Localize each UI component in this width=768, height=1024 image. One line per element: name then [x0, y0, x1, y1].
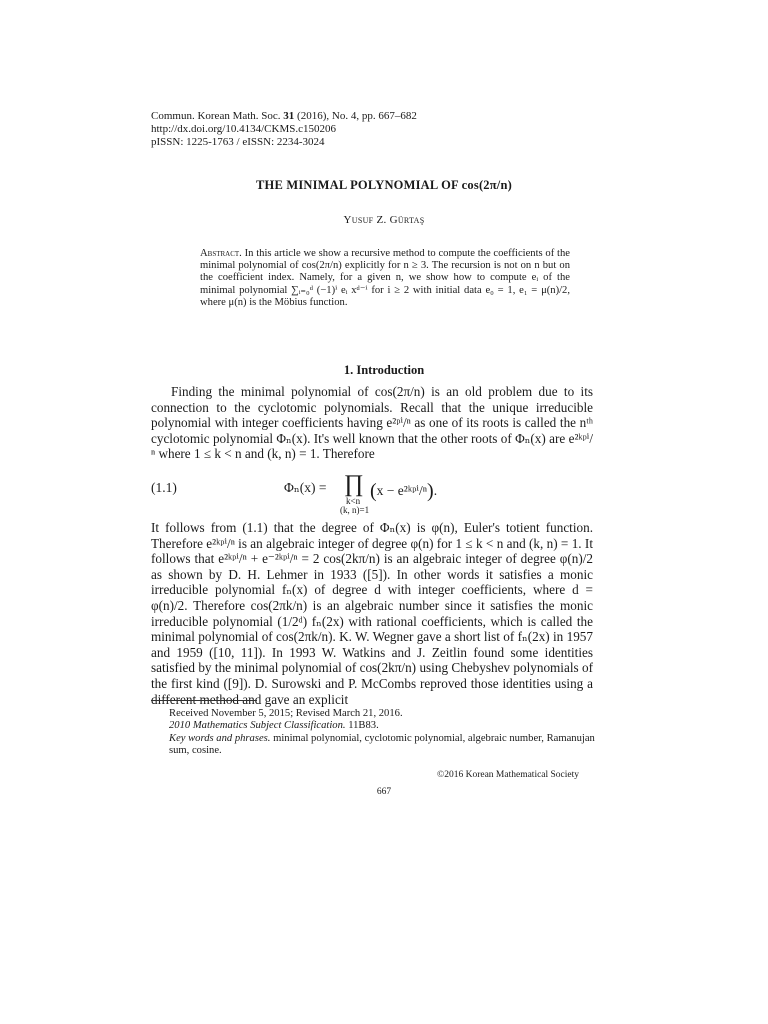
paper-title: THE MINIMAL POLYNOMIAL OF cos(2π/n) — [256, 178, 512, 192]
journal-volume: 31 — [283, 110, 295, 122]
author-name: Yusuf Z. Gürtaş — [343, 214, 425, 226]
equation-number: (1.1) — [151, 480, 177, 495]
product-index-2: (k, n)=1 — [340, 505, 370, 515]
abstract-label: Abstract. — [200, 248, 242, 259]
equation-rhs: (x − e²ᵏᵖⁱ/ⁿ). — [370, 480, 438, 502]
footnote-keywords — [151, 733, 601, 758]
abstract-text: In this article we show a recursive method to compute the coefficients of the minimal polynomial of cos(2π/n) explicitly for n ≥ 3. The recursion is not on n but on the coefficient index. Namely, for a given n, we show how to compute eᵢ of the minimal polynomial ∑ᵢ₌₀ᵈ (−1)ⁱ eᵢ xᵈ⁻ⁱ for i ≥ 2 with initial data e₀ = 1, e₁ = μ(n)/2, where μ(n) is the Möbius function. — [200, 248, 570, 308]
product-index-1: k<n — [346, 496, 361, 506]
equation-body — [284, 472, 584, 518]
copyright-notice: ©2016 Korean Mathematical Society — [437, 770, 580, 780]
issn-line: pISSN: 1225-1763 / eISSN: 2234-3024 — [151, 136, 325, 148]
journal-issue: (2016), No. 4, pp. 667–682 — [297, 110, 417, 122]
keywords-label: Key words and phrases. — [169, 732, 271, 744]
intro-paragraph-2: It follows from (1.1) that the degree of Φₙ(x) is φ(n), Euler's totient function. Therefore e²ᵏᵖⁱ/ⁿ is an algebraic integer of degree φ(n) for 1 ≤ k < n and (k, n) = 1. It follows that e²ᵏᵖⁱ/ⁿ + e⁻²ᵏᵖⁱ/ⁿ = 2 cos(2kπ/n) is an algebraic integer of degree φ(n)/2 as shown by D. H. Lehmer in 1933 ([5]). In other words it satisfies a monic irreducible polynomial fₙ(x) of degree d with integer coefficients, where d = φ(n)/2. Therefore cos(2πk/n) is an algebraic number since it satisfies the monic irreducible polynomial (1/2ᵈ) fₙ(2x) with rational coefficients, which is called the minimal polynomial of cos(2πk/n). K. W. Wegner gave a short list of fₙ(2x) in 1957 and 1959 ([10, 11]). In 1993 W. Watkins and J. Zeitlin found some identities satisfied by the minimal polynomial of cos(2kπ/n) using Chebyshev polynomials of the first kind ([9]). D. Surowski and P. McCombs reproved those identities using a different method and gave an explicit — [151, 520, 593, 707]
footnote-received: Received November 5, 2015; Revised March 21, 2016. — [169, 708, 403, 719]
footnote-rule — [151, 700, 257, 701]
msc-value: 11B83. — [348, 720, 379, 732]
citation-line — [151, 110, 417, 123]
journal-header — [151, 110, 417, 149]
equation-lhs: Φₙ(x) = — [284, 480, 327, 495]
equation-factor: x − e²ᵏᵖⁱ/ⁿ — [376, 483, 428, 498]
equation-1-1 — [151, 472, 593, 518]
keywords-value: minimal polynomial, cyclotomic polynomial, algebraic number, Ramanujan sum, cosine. — [169, 732, 595, 757]
section-heading: 1. Introduction — [343, 363, 425, 377]
msc-label: 2010 Mathematics Subject Classification. — [169, 720, 346, 732]
footnotes — [151, 708, 601, 758]
abstract — [200, 248, 570, 309]
intro-paragraph-1: Finding the minimal polynomial of cos(2π/n) is an old problem due to its connection to the cyclotomic polynomials. Recall that the unique irreducible polynomial with integer coefficients having e²ᵖⁱ/ⁿ as one of its roots is called the nᵗʰ cyclotomic polynomial Φₙ(x). It's well known that the other roots of Φₙ(x) are e²ᵏᵖⁱ/ⁿ where 1 ≤ k < n and (k, n) = 1. Therefore — [151, 384, 593, 462]
doi-link[interactable]: http://dx.doi.org/10.4134/CKMS.c150206 — [151, 123, 336, 135]
product-symbol: ∏ — [344, 471, 364, 497]
page-number: 667 — [376, 787, 392, 797]
journal-name: Commun. Korean Math. Soc. — [151, 110, 281, 122]
footnote-msc — [151, 720, 601, 732]
